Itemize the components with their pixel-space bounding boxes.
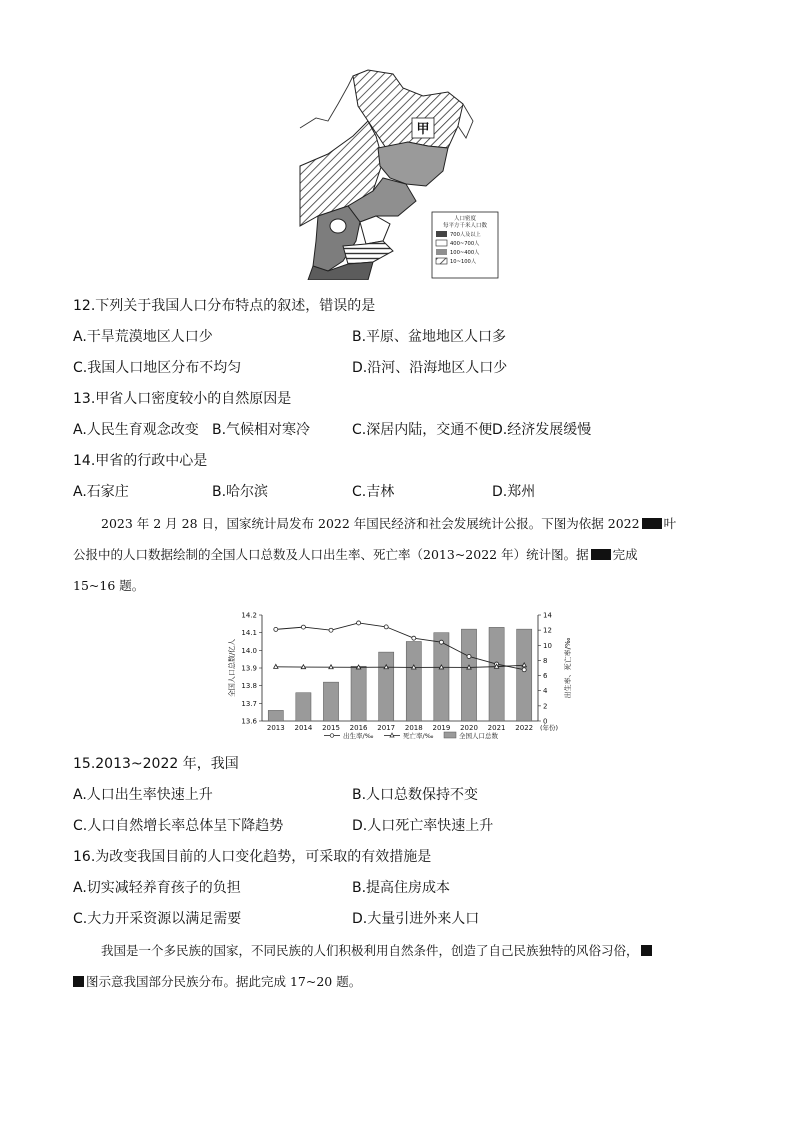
right-tick-label: 10 bbox=[543, 641, 552, 650]
birth-rate-point bbox=[467, 654, 471, 658]
beijing-region bbox=[330, 219, 346, 233]
intro-1-line-1 bbox=[101, 514, 676, 534]
legend-item-1: 700人及以上 bbox=[450, 232, 481, 238]
birth-rate-point bbox=[274, 627, 278, 631]
question-12-option-b[interactable]: B.平原、盆地地区人口多 bbox=[352, 329, 507, 345]
bar-population bbox=[461, 629, 476, 721]
question-16-option-b[interactable]: B.提高住房成本 bbox=[352, 880, 451, 896]
intro-2-line-1-text: 我国是一个多民族的国家，不同民族的人们积极利用自然条件，创造了自己民族独特的风俗习俗， bbox=[101, 943, 639, 958]
x-tick-label: 2022 bbox=[515, 724, 534, 732]
right-tick-label: 8 bbox=[543, 656, 548, 665]
intro-1-line-2-text: 公报中的人口数据绘制的全国人口总数及人口出生率、死亡率（2013~2022 年）统计图。据 bbox=[73, 547, 589, 562]
question-14-option-b[interactable]: B.哈尔滨 bbox=[212, 484, 269, 500]
legend-bar-label: 全国人口总数 bbox=[459, 732, 498, 740]
x-tick-label: 2017 bbox=[377, 724, 396, 732]
question-13-option-b[interactable]: B.气候相对寒冷 bbox=[212, 422, 311, 438]
death-rate-point bbox=[274, 664, 278, 668]
legend-title: 人口密度 bbox=[453, 216, 477, 222]
x-tick-label: 2021 bbox=[487, 724, 506, 732]
death-rate-point bbox=[301, 665, 305, 669]
intro-1-line-1-tail: 叶 bbox=[663, 516, 677, 531]
question-16-stem: 16.为改变我国目前的人口变化趋势，可采取的有效措施是 bbox=[73, 849, 432, 865]
bar-population bbox=[489, 627, 504, 721]
question-13-stem: 13.甲省人口密度较小的自然原因是 bbox=[73, 391, 292, 407]
right-tick-label: 2 bbox=[543, 702, 548, 711]
question-12-option-d[interactable]: D.沿河、沿海地区人口少 bbox=[352, 360, 508, 376]
question-13-option-c[interactable]: C.深居内陆，交通不便 bbox=[352, 422, 493, 438]
question-15-option-c[interactable]: C.人口自然增长率总体呈下降趋势 bbox=[73, 818, 284, 834]
bar-population bbox=[379, 652, 394, 721]
question-14-stem: 14.甲省的行政中心是 bbox=[73, 453, 208, 469]
birth-rate-point bbox=[412, 636, 416, 640]
bar-population bbox=[268, 710, 283, 721]
bar-population bbox=[406, 642, 421, 722]
left-tick-label: 14.2 bbox=[241, 611, 257, 620]
question-16-option-d[interactable]: D.大量引进外来人口 bbox=[352, 911, 480, 927]
intro-1-line-2-tail: 完成 bbox=[612, 547, 638, 562]
question-16-option-c[interactable]: C.大力开采资源以满足需要 bbox=[73, 911, 242, 927]
question-13-option-a[interactable]: A.人民生育观念改变 bbox=[73, 422, 199, 438]
legend-birth-label: 出生率/‰ bbox=[343, 732, 374, 740]
bar-population bbox=[351, 666, 366, 721]
x-tick-label: 2020 bbox=[460, 724, 478, 732]
question-14-option-a[interactable]: A.石家庄 bbox=[73, 484, 129, 500]
right-tick-label: 0 bbox=[543, 717, 548, 726]
left-tick-label: 13.6 bbox=[241, 717, 257, 726]
question-15-option-d[interactable]: D.人口死亡率快速上升 bbox=[352, 818, 494, 834]
question-12-option-a[interactable]: A.干旱荒漠地区人口少 bbox=[73, 329, 213, 345]
intro-1-line-3: 15~16 题。 bbox=[73, 578, 145, 593]
right-axis-label: 出生率、死亡率/‰ bbox=[564, 637, 572, 699]
legend-death-marker bbox=[390, 733, 394, 737]
left-tick-label: 14.0 bbox=[241, 646, 257, 655]
redaction-block bbox=[641, 945, 652, 956]
question-12-option-c[interactable]: C.我国人口地区分布不均匀 bbox=[73, 360, 242, 376]
intro-2-line-1 bbox=[101, 941, 652, 961]
death-rate-line bbox=[276, 665, 524, 667]
question-15-option-a[interactable]: A.人口出生率快速上升 bbox=[73, 787, 213, 803]
x-tick-label: 2014 bbox=[294, 724, 313, 732]
left-tick-label: 13.9 bbox=[241, 664, 257, 673]
question-14-option-c[interactable]: C.吉林 bbox=[352, 484, 395, 500]
x-tick-label: 2013 bbox=[266, 724, 285, 732]
redaction-block bbox=[642, 518, 662, 529]
death-rate-point bbox=[356, 665, 360, 669]
right-tick-label: 6 bbox=[543, 672, 548, 681]
legend-bar-swatch bbox=[444, 732, 456, 738]
question-13-option-d[interactable]: D.经济发展缓慢 bbox=[492, 422, 592, 438]
redaction-block bbox=[591, 549, 611, 560]
intro-2-line-2-text: 图示意我国部分民族分布。据此完成 17~20 题。 bbox=[86, 974, 362, 989]
intro-2-line-2 bbox=[73, 972, 361, 992]
question-16-option-a[interactable]: A.切实减轻养育孩子的负担 bbox=[73, 880, 241, 896]
birth-rate-point bbox=[522, 668, 526, 672]
right-tick-label: 12 bbox=[543, 626, 552, 635]
legend-item-4: 10~100人 bbox=[450, 259, 477, 265]
birth-rate-point bbox=[329, 628, 333, 632]
left-tick-label: 13.7 bbox=[241, 699, 257, 708]
x-tick-label: 2019 bbox=[432, 724, 451, 732]
left-axis-label: 全国人口总数/亿人 bbox=[228, 638, 236, 698]
birth-rate-point bbox=[357, 621, 361, 625]
legend-subtitle: 每平方千米人口数 bbox=[442, 223, 488, 229]
bar-population bbox=[434, 633, 449, 721]
legend-death-label: 死亡率/‰ bbox=[403, 732, 434, 740]
left-tick-label: 14.1 bbox=[241, 629, 257, 638]
birth-rate-point bbox=[439, 640, 443, 644]
question-14-option-d[interactable]: D.郑州 bbox=[492, 484, 536, 500]
x-tick-label: 2018 bbox=[404, 724, 423, 732]
birth-rate-point bbox=[301, 625, 305, 629]
left-tick-label: 13.8 bbox=[241, 682, 257, 691]
bar-population bbox=[323, 682, 338, 721]
question-15-option-b[interactable]: B.人口总数保持不变 bbox=[352, 787, 479, 803]
intro-1-line-1-text: 2023 年 2 月 28 日，国家统计局发布 2022 年国民经济和社会发展统计公报。下图为依据 2022 bbox=[101, 516, 640, 531]
intro-1-line-2 bbox=[73, 545, 638, 565]
map-legend bbox=[432, 212, 498, 278]
x-axis-unit: (年份) bbox=[540, 724, 559, 732]
right-tick-label: 14 bbox=[543, 611, 552, 620]
legend-birth-marker bbox=[330, 734, 334, 738]
legend-item-3: 100~400人 bbox=[450, 250, 480, 256]
question-12-stem: 12.下列关于我国人口分布特点的叙述，错误的是 bbox=[73, 298, 376, 314]
x-tick-label: 2015 bbox=[322, 724, 340, 732]
redaction-block bbox=[73, 976, 84, 987]
bar-population bbox=[517, 629, 532, 721]
birth-rate-point bbox=[384, 625, 388, 629]
population-density-map bbox=[298, 66, 500, 280]
population-chart bbox=[226, 609, 578, 745]
birth-rate-line bbox=[276, 623, 524, 670]
death-rate-point bbox=[329, 665, 333, 669]
right-tick-label: 4 bbox=[543, 687, 548, 696]
legend-item-2: 400~700人 bbox=[450, 241, 480, 247]
question-15-stem: 15.2013~2022 年，我国 bbox=[73, 756, 239, 772]
region-label-jia: 甲 bbox=[416, 122, 430, 137]
bar-population bbox=[296, 693, 311, 721]
x-tick-label: 2016 bbox=[349, 724, 368, 732]
